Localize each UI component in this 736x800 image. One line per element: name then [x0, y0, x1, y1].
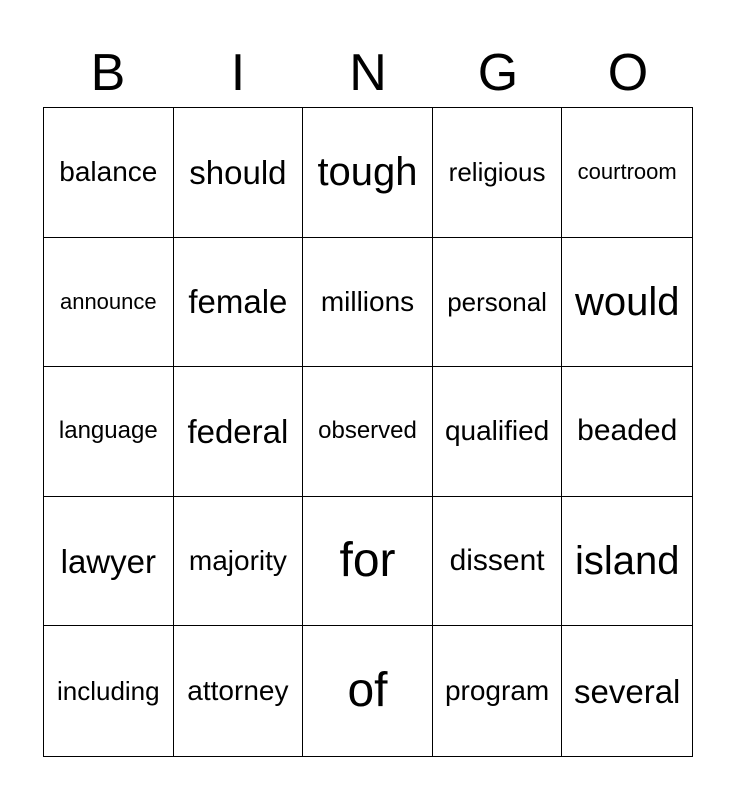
bingo-cell: millions: [303, 238, 433, 368]
bingo-cell: religious: [433, 108, 563, 238]
bingo-cell: beaded: [562, 367, 692, 497]
header-letter-i: I: [230, 44, 246, 102]
bingo-cell: for: [303, 497, 433, 627]
bingo-cell: should: [174, 108, 304, 238]
bingo-cell: observed: [303, 367, 433, 497]
header-letter-o: O: [607, 44, 649, 102]
bingo-cell: program: [433, 626, 563, 756]
bingo-cell: including: [44, 626, 174, 756]
bingo-cell: federal: [174, 367, 304, 497]
bingo-cell: several: [574, 672, 681, 710]
bingo-cell: attorney: [174, 626, 304, 756]
bingo-board: [43, 107, 693, 757]
bingo-cell: language: [44, 367, 174, 497]
bingo-header: [43, 40, 693, 106]
bingo-cell: qualified: [433, 367, 563, 497]
bingo-cell: balance: [44, 108, 174, 238]
bingo-cell: tough: [303, 108, 433, 238]
bingo-cell: lawyer: [44, 497, 174, 627]
bingo-cell: personal: [433, 238, 563, 368]
header-letter-b: B: [90, 44, 126, 102]
bingo-cell: female: [174, 238, 304, 368]
bingo-cell: courtroom: [562, 108, 692, 238]
bingo-cell: announce: [44, 238, 174, 368]
bingo-cell: island: [562, 497, 692, 627]
bingo-cell: would: [562, 238, 692, 368]
bingo-cell: dissent: [433, 497, 563, 627]
header-letter-g: G: [477, 44, 519, 102]
header-letter-n: N: [349, 44, 387, 102]
bingo-cell: of: [303, 626, 433, 756]
bingo-cell: majority: [174, 497, 304, 627]
